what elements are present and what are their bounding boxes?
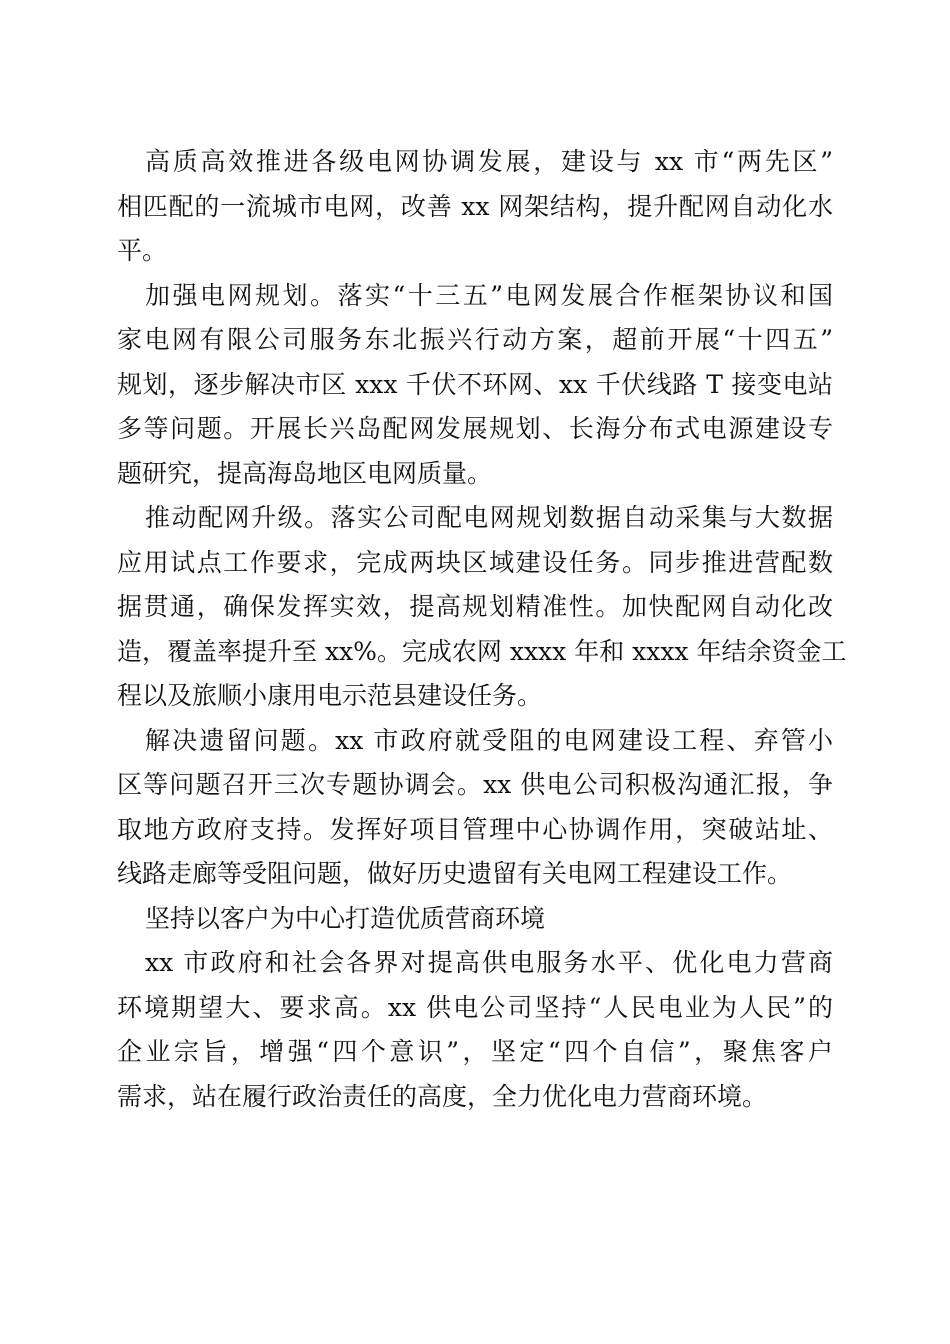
text-line: 相匹配的一流城市电网，改善 xx 网架结构，提升配网自动化水: [117, 191, 833, 221]
text-line: 应用试点工作要求，完成两块区域建设任务。同步推进营配数: [117, 547, 833, 577]
text-line: 企业宗旨，增强“四个意识”，坚定“四个自信”，聚焦客户: [117, 1037, 833, 1066]
text-line: 坚持以客户为中心打造优质营商环境: [145, 903, 546, 933]
text-line: 需求，站在履行政治责任的高度，全力优化电力营商环境。: [117, 1081, 768, 1111]
text-line: 推动配网升级。落实公司配电网规划数据自动采集与大数据: [145, 503, 833, 532]
text-line: 取地方政府支持。发挥好项目管理中心协调作用，突破站址、: [117, 814, 833, 844]
paragraph: [117, 496, 847, 719]
document-page: [117, 140, 847, 1119]
paragraph: [117, 897, 833, 942]
paragraph: [117, 274, 833, 497]
text-line: 解决遗留问题。xx 市政府就受阻的电网建设工程、弃管小: [145, 725, 833, 755]
text-line: 平。: [117, 236, 168, 265]
text-line: 多等问题。开展长兴岛配网发展规划、长海分布式电源建设专: [117, 414, 833, 443]
text-line: 家电网有限公司服务东北振兴行动方案，超前开展“十四五”: [117, 325, 833, 354]
text-line: 加强电网规划。落实“十三五”电网发展合作框架协议和国: [145, 280, 833, 310]
text-line: xx 市政府和社会各界对提高供电服务水平、优化电力营商: [145, 948, 833, 977]
text-line: 据贯通，确保发挥实效，提高规划精准性。加快配网自动化改: [117, 592, 833, 621]
text-line: 造，覆盖率提升至 xx%。完成农网 xxxx 年和 xxxx 年结余资金工: [117, 636, 847, 666]
text-line: 线路走廊等受阻问题，做好历史遗留有关电网工程建设工作。: [117, 859, 793, 888]
paragraph: [117, 140, 833, 274]
paragraph: [117, 719, 833, 897]
text-line: 题研究，提高海岛地区电网质量。: [117, 458, 493, 488]
text-line: 区等问题召开三次专题协调会。xx 供电公司积极沟通汇报，争: [117, 770, 833, 799]
text-line: 规划，逐步解决市区 xxx 千伏不环网、xx 千伏线路 T 接变电站: [117, 369, 833, 399]
text-line: 环境期望大、要求高。xx 供电公司坚持“人民电业为人民”的: [117, 992, 833, 1022]
paragraph: [117, 941, 833, 1119]
text-line: 高质高效推进各级电网协调发展，建设与 xx 市“两先区”: [145, 147, 833, 176]
text-line: 程以及旅顺小康用电示范县建设任务。: [117, 681, 543, 710]
